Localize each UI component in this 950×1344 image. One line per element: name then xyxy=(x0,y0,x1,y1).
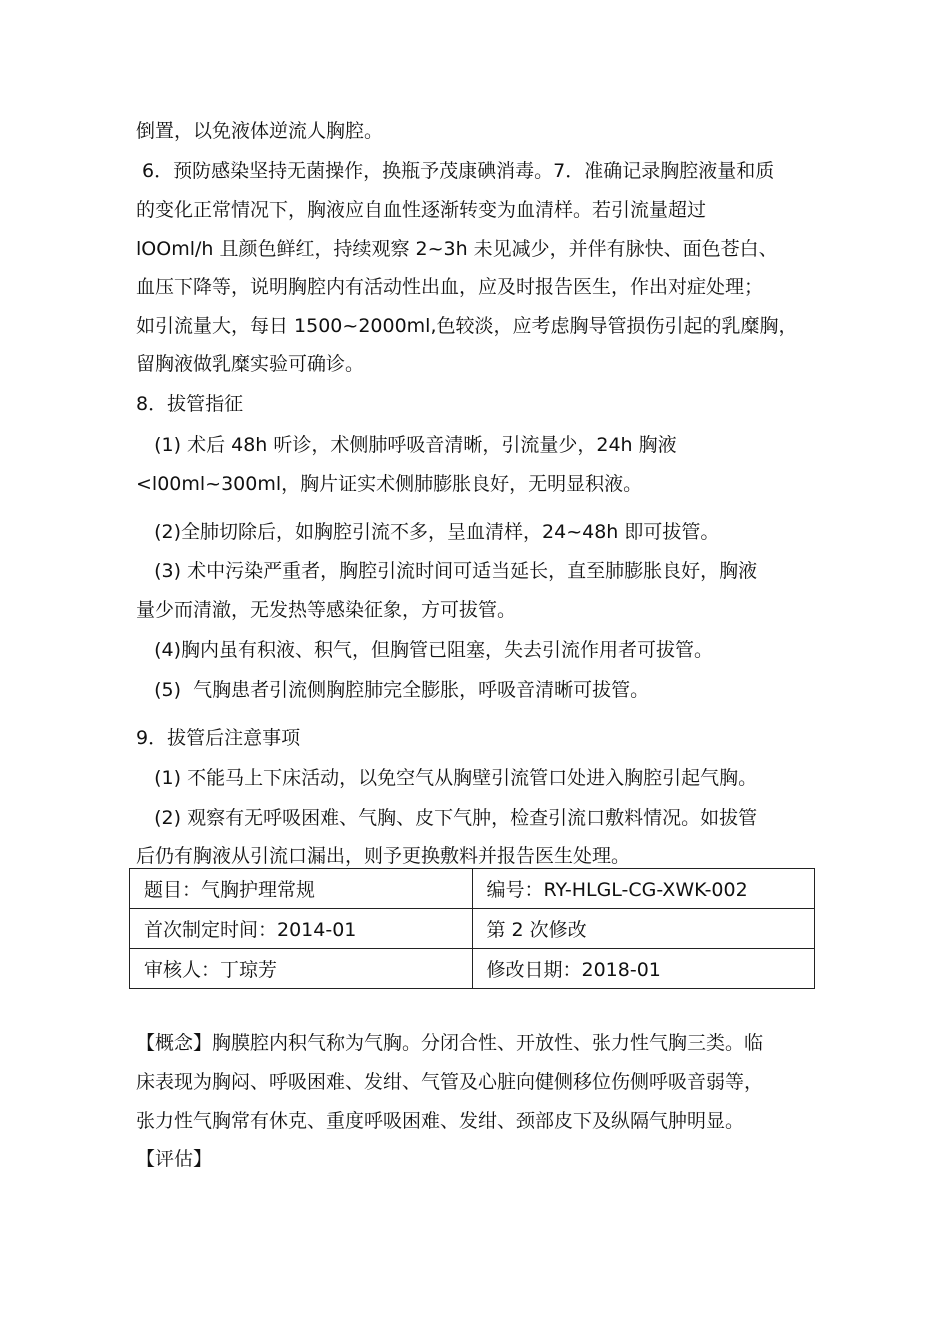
text-line: lOOml/h 且颜色鲜红，持续观察 2~3h 未见减少，并伴有脉快、面色苍白、 xyxy=(136,238,778,260)
reviewer-cell: 审核人：丁琼芳 xyxy=(130,949,473,989)
text-line: 后仍有胸液从引流口漏出，则予更换敷料并报告医生处理。 xyxy=(136,845,631,867)
concept-paragraph-line: 【概念】胸膜腔内积气称为气胸。分闭合性、开放性、张力性气胸三类。临 xyxy=(136,1032,764,1054)
table-row xyxy=(130,949,815,989)
text-line: 6．预防感染坚持无菌操作，换瓶予茂康碘消毒。7．准确记录胸腔液量和质 xyxy=(136,160,775,182)
list-item: (2) 观察有无呼吸困难、气胸、皮下气肿，检查引流口敷料情况。如拔管 xyxy=(136,807,758,829)
first-made-cell: 首次制定时间：2014-01 xyxy=(130,909,473,949)
section-heading: 9．拔管后注意事项 xyxy=(136,727,301,749)
text-line: <l00ml~300ml，胸片证实术侧肺膨胀良好，无明显积液。 xyxy=(136,473,643,495)
table-row xyxy=(130,909,815,949)
list-item: (4)胸内虽有积液、积气，但胸管已阻塞，失去引流作用者可拔管。 xyxy=(136,639,714,661)
text-line: 倒置，以免液体逆流人胸腔。 xyxy=(136,120,384,142)
list-item: (1) 不能马上下床活动，以免空气从胸壁引流管口处进入胸腔引起气胸。 xyxy=(136,767,758,789)
section-heading: 【评估】 xyxy=(136,1148,213,1170)
text-line: 血压下降等，说明胸腔内有活动性出血，应及时报告医生，作出对症处理； xyxy=(136,276,764,298)
text-line: 张力性气胸常有休克、重度呼吸困难、发绀、颈部皮下及纵隔气肿明显。 xyxy=(136,1110,745,1132)
text-line: 留胸液做乳糜实验可确诊。 xyxy=(136,353,365,375)
list-item: (2)全肺切除后，如胸腔引流不多，呈血清样，24~48h 即可拔管。 xyxy=(136,521,720,543)
list-item: (1) 术后 48h 听诊，术侧肺呼吸音清晰，引流量少，24h 胸液 xyxy=(136,434,677,456)
section-heading: 8．拔管指征 xyxy=(136,393,244,415)
text-line: 如引流量大，每日 1500~2000ml,色较淡，应考虑胸导管损伤引起的乳糜胸， xyxy=(136,315,798,337)
title-cell: 题目：气胸护理常规 xyxy=(130,869,473,909)
revised-date-cell: 修改日期：2018-01 xyxy=(472,949,815,989)
text-line: 量少而清澈，无发热等感染征象，方可拔管。 xyxy=(136,599,517,621)
table-row xyxy=(130,869,815,909)
list-item: (5) 气胸患者引流侧胸腔肺完全膨胀，呼吸音清晰可拔管。 xyxy=(136,679,650,701)
revision-cell: 第 2 次修改 xyxy=(472,909,815,949)
list-item: (3) 术中污染严重者，胸腔引流时间可适当延长，直至肺膨胀良好，胸液 xyxy=(136,560,758,582)
text-line: 床表现为胸闷、呼吸困难、发绀、气管及心脏向健侧移位伤侧呼吸音弱等， xyxy=(136,1071,764,1093)
document-info-table xyxy=(129,868,815,989)
text-line: 的变化正常情况下，胸液应自血性逐渐转变为血清样。若引流量超过 xyxy=(136,199,707,221)
code-cell: 编号：RY-HLGL-CG-XWK-002 xyxy=(472,869,815,909)
